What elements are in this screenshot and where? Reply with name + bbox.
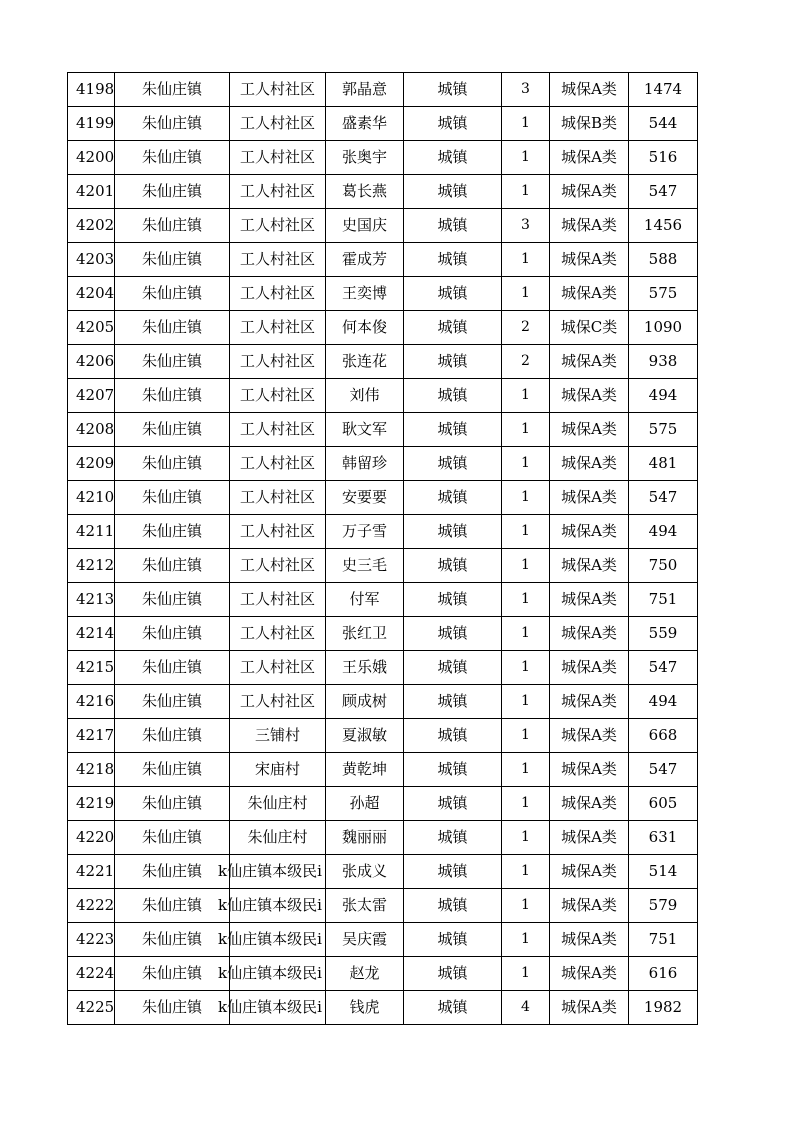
cell-insurance-category: 城保A类 [550,447,629,481]
cell-person-name: 万子雪 [326,515,404,549]
table-row [68,923,698,957]
cell-household-type: 城镇 [404,277,502,311]
cell-household-type: 城镇 [404,175,502,209]
cell-community [230,447,326,481]
cell-household-type: 城镇 [404,583,502,617]
cell-household-type: 城镇 [404,855,502,889]
cell-community [230,787,326,821]
table-row [68,447,698,481]
cell-person-name: 魏丽丽 [326,821,404,855]
cell-community-text: 工人村社区 [239,80,315,98]
cell-amount: 1090 [629,311,698,345]
table-row [68,515,698,549]
cell-record-id: 4203 [68,243,115,277]
cell-household-type: 城镇 [404,991,502,1025]
cell-family-size: 2 [502,311,550,345]
table-row [68,991,698,1025]
cell-family-size: 1 [502,957,550,991]
cell-household-type: 城镇 [404,957,502,991]
cell-insurance-category: 城保B类 [550,107,629,141]
cell-person-name: 钱虎 [326,991,404,1025]
cell-community [230,549,326,583]
cell-town: 朱仙庄镇 [115,583,230,617]
cell-community [230,345,326,379]
cell-insurance-category: 城保A类 [550,73,629,107]
cell-community [230,617,326,651]
cell-town: 朱仙庄镇 [115,141,230,175]
cell-town: 朱仙庄镇 [115,719,230,753]
cell-family-size: 1 [502,549,550,583]
relief-roster-table [67,72,698,1025]
cell-family-size: 1 [502,107,550,141]
cell-person-name: 王乐娥 [326,651,404,685]
cell-household-type: 城镇 [404,447,502,481]
cell-household-type: 城镇 [404,73,502,107]
cell-insurance-category: 城保A类 [550,821,629,855]
cell-town: 朱仙庄镇 [115,413,230,447]
table-row [68,277,698,311]
cell-record-id: 4217 [68,719,115,753]
cell-community [230,821,326,855]
cell-person-name: 韩留珍 [326,447,404,481]
cell-amount: 547 [629,481,698,515]
cell-town: 朱仙庄镇 [115,515,230,549]
cell-amount: 751 [629,583,698,617]
cell-community-text: 三铺村 [254,726,300,744]
cell-family-size: 1 [502,413,550,447]
cell-community-text: 工人村社区 [239,284,315,302]
cell-household-type: 城镇 [404,617,502,651]
cell-insurance-category: 城保A类 [550,481,629,515]
cell-household-type: 城镇 [404,209,502,243]
cell-community [230,719,326,753]
cell-household-type: 城镇 [404,141,502,175]
cell-town: 朱仙庄镇 [115,107,230,141]
cell-community-text: 工人村社区 [239,420,315,438]
cell-community-text: 工人村社区 [239,148,315,166]
cell-insurance-category: 城保A类 [550,175,629,209]
cell-community [230,481,326,515]
cell-record-id: 4212 [68,549,115,583]
cell-community-text: k仙庄镇本级民i [218,998,322,1016]
cell-community [230,311,326,345]
table-row [68,141,698,175]
cell-community-text: 工人村社区 [239,488,315,506]
cell-household-type: 城镇 [404,107,502,141]
cell-record-id: 4200 [68,141,115,175]
cell-community-text: 工人村社区 [239,114,315,132]
cell-record-id: 4224 [68,957,115,991]
cell-amount: 544 [629,107,698,141]
cell-community [218,991,326,1025]
cell-community-text: 工人村社区 [239,352,315,370]
cell-record-id: 4205 [68,311,115,345]
cell-community [230,277,326,311]
cell-town: 朱仙庄镇 [115,175,230,209]
cell-town: 朱仙庄镇 [115,209,230,243]
cell-family-size: 1 [502,821,550,855]
cell-town: 朱仙庄镇 [115,957,230,991]
cell-amount: 575 [629,277,698,311]
cell-person-name: 霍成芳 [326,243,404,277]
cell-town: 朱仙庄镇 [115,73,230,107]
cell-town: 朱仙庄镇 [115,821,230,855]
cell-household-type: 城镇 [404,243,502,277]
cell-insurance-category: 城保A类 [550,753,629,787]
cell-community-text: 工人村社区 [239,182,315,200]
cell-amount: 481 [629,447,698,481]
cell-household-type: 城镇 [404,651,502,685]
cell-amount: 616 [629,957,698,991]
cell-insurance-category: 城保A类 [550,889,629,923]
cell-town: 朱仙庄镇 [115,889,230,923]
table-row [68,957,698,991]
cell-community-text: 工人村社区 [239,624,315,642]
cell-amount: 514 [629,855,698,889]
cell-amount: 938 [629,345,698,379]
cell-community-text: 工人村社区 [239,318,315,336]
cell-town: 朱仙庄镇 [115,549,230,583]
cell-insurance-category: 城保A类 [550,141,629,175]
table-row [68,855,698,889]
cell-amount: 547 [629,651,698,685]
cell-insurance-category: 城保A类 [550,617,629,651]
cell-record-id: 4222 [68,889,115,923]
cell-town: 朱仙庄镇 [115,345,230,379]
cell-community [230,209,326,243]
cell-record-id: 4206 [68,345,115,379]
cell-insurance-category: 城保A类 [550,515,629,549]
cell-insurance-category: 城保A类 [550,685,629,719]
cell-record-id: 4214 [68,617,115,651]
cell-person-name: 黄乾坤 [326,753,404,787]
cell-person-name: 郭晶意 [326,73,404,107]
cell-town: 朱仙庄镇 [115,447,230,481]
cell-record-id: 4210 [68,481,115,515]
cell-record-id: 4211 [68,515,115,549]
cell-family-size: 3 [502,73,550,107]
cell-household-type: 城镇 [404,787,502,821]
cell-insurance-category: 城保A类 [550,583,629,617]
cell-amount: 1982 [629,991,698,1025]
cell-amount: 494 [629,685,698,719]
cell-family-size: 1 [502,277,550,311]
cell-record-id: 4215 [68,651,115,685]
cell-family-size: 1 [502,175,550,209]
table-row [68,243,698,277]
cell-community [230,107,326,141]
cell-community [230,73,326,107]
table-row [68,685,698,719]
cell-record-id: 4221 [68,855,115,889]
cell-record-id: 4202 [68,209,115,243]
cell-town: 朱仙庄镇 [115,923,230,957]
cell-family-size: 1 [502,923,550,957]
cell-person-name: 葛长燕 [326,175,404,209]
cell-household-type: 城镇 [404,311,502,345]
cell-record-id: 4225 [68,991,115,1025]
cell-person-name: 付军 [326,583,404,617]
table-row [68,821,698,855]
table-row [68,583,698,617]
cell-family-size: 1 [502,141,550,175]
table-row [68,73,698,107]
cell-amount: 559 [629,617,698,651]
cell-community [230,753,326,787]
cell-amount: 579 [629,889,698,923]
cell-family-size: 1 [502,379,550,413]
cell-household-type: 城镇 [404,549,502,583]
cell-insurance-category: 城保A类 [550,549,629,583]
cell-insurance-category: 城保A类 [550,719,629,753]
cell-person-name: 赵龙 [326,957,404,991]
cell-family-size: 1 [502,243,550,277]
table-row [68,651,698,685]
cell-insurance-category: 城保A类 [550,379,629,413]
cell-household-type: 城镇 [404,685,502,719]
cell-town: 朱仙庄镇 [115,311,230,345]
cell-person-name: 张红卫 [326,617,404,651]
cell-amount: 750 [629,549,698,583]
cell-household-type: 城镇 [404,515,502,549]
cell-person-name: 夏淑敏 [326,719,404,753]
cell-community-text: 工人村社区 [239,522,315,540]
cell-person-name: 刘伟 [326,379,404,413]
cell-household-type: 城镇 [404,413,502,447]
cell-record-id: 4216 [68,685,115,719]
cell-family-size: 4 [502,991,550,1025]
cell-amount: 547 [629,753,698,787]
cell-person-name: 孙超 [326,787,404,821]
cell-insurance-category: 城保A类 [550,991,629,1025]
table-row [68,549,698,583]
cell-community-text: 工人村社区 [239,590,315,608]
cell-person-name: 张太雷 [326,889,404,923]
cell-person-name: 盛素华 [326,107,404,141]
cell-community [218,923,326,957]
cell-town: 朱仙庄镇 [115,651,230,685]
cell-person-name: 耿文军 [326,413,404,447]
cell-person-name: 史国庆 [326,209,404,243]
cell-community [230,515,326,549]
cell-household-type: 城镇 [404,345,502,379]
cell-family-size: 1 [502,753,550,787]
cell-record-id: 4198 [68,73,115,107]
cell-household-type: 城镇 [404,379,502,413]
cell-town: 朱仙庄镇 [115,617,230,651]
cell-household-type: 城镇 [404,719,502,753]
cell-family-size: 2 [502,345,550,379]
cell-community [230,651,326,685]
cell-family-size: 1 [502,447,550,481]
cell-community [230,413,326,447]
cell-insurance-category: 城保A类 [550,413,629,447]
cell-insurance-category: 城保A类 [550,787,629,821]
cell-town: 朱仙庄镇 [115,685,230,719]
table-row [68,719,698,753]
cell-person-name: 张连花 [326,345,404,379]
cell-community [230,141,326,175]
cell-family-size: 1 [502,515,550,549]
table-row [68,379,698,413]
cell-record-id: 4220 [68,821,115,855]
cell-community [218,855,326,889]
cell-insurance-category: 城保C类 [550,311,629,345]
cell-amount: 605 [629,787,698,821]
cell-family-size: 1 [502,617,550,651]
cell-insurance-category: 城保A类 [550,651,629,685]
cell-town: 朱仙庄镇 [115,243,230,277]
cell-insurance-category: 城保A类 [550,209,629,243]
table-row [68,107,698,141]
cell-person-name: 张成义 [326,855,404,889]
cell-record-id: 4207 [68,379,115,413]
cell-person-name: 吴庆霞 [326,923,404,957]
cell-town: 朱仙庄镇 [115,379,230,413]
cell-family-size: 1 [502,855,550,889]
cell-record-id: 4208 [68,413,115,447]
cell-community [218,957,326,991]
cell-community [230,243,326,277]
cell-community-text: 工人村社区 [239,216,315,234]
cell-town: 朱仙庄镇 [115,277,230,311]
cell-record-id: 4204 [68,277,115,311]
cell-household-type: 城镇 [404,481,502,515]
cell-community-text: k仙庄镇本级民i [218,862,322,880]
cell-family-size: 1 [502,685,550,719]
table-row [68,209,698,243]
cell-record-id: 4218 [68,753,115,787]
cell-town: 朱仙庄镇 [115,481,230,515]
cell-community [230,175,326,209]
cell-person-name: 安要要 [326,481,404,515]
cell-amount: 1474 [629,73,698,107]
cell-community-text: 工人村社区 [239,386,315,404]
cell-family-size: 1 [502,889,550,923]
cell-community [230,583,326,617]
cell-town: 朱仙庄镇 [115,991,230,1025]
cell-household-type: 城镇 [404,821,502,855]
cell-community-text: 工人村社区 [239,658,315,676]
cell-community [230,685,326,719]
cell-insurance-category: 城保A类 [550,277,629,311]
cell-record-id: 4213 [68,583,115,617]
cell-community [230,379,326,413]
cell-amount: 516 [629,141,698,175]
cell-household-type: 城镇 [404,923,502,957]
cell-amount: 1456 [629,209,698,243]
cell-community-text: 宋庙村 [254,760,300,778]
cell-insurance-category: 城保A类 [550,345,629,379]
cell-amount: 494 [629,379,698,413]
cell-community-text: k仙庄镇本级民i [218,896,322,914]
cell-record-id: 4219 [68,787,115,821]
cell-community-text: 工人村社区 [239,692,315,710]
cell-person-name: 何本俊 [326,311,404,345]
cell-town: 朱仙庄镇 [115,787,230,821]
cell-person-name: 张奥宇 [326,141,404,175]
cell-person-name: 王奕博 [326,277,404,311]
cell-community-text: k仙庄镇本级民i [218,930,322,948]
table-row [68,889,698,923]
cell-family-size: 1 [502,719,550,753]
cell-family-size: 1 [502,583,550,617]
cell-amount: 547 [629,175,698,209]
cell-insurance-category: 城保A类 [550,923,629,957]
cell-household-type: 城镇 [404,753,502,787]
cell-community-text: k仙庄镇本级民i [218,964,322,982]
table-row [68,311,698,345]
table-row [68,413,698,447]
cell-insurance-category: 城保A类 [550,957,629,991]
cell-person-name: 史三毛 [326,549,404,583]
cell-person-name: 顾成树 [326,685,404,719]
cell-record-id: 4223 [68,923,115,957]
cell-amount: 751 [629,923,698,957]
cell-amount: 575 [629,413,698,447]
cell-insurance-category: 城保A类 [550,855,629,889]
cell-amount: 494 [629,515,698,549]
cell-family-size: 1 [502,651,550,685]
table-row [68,175,698,209]
cell-community-text: 朱仙庄村 [247,828,308,846]
cell-community [218,889,326,923]
cell-family-size: 1 [502,787,550,821]
table-row [68,617,698,651]
cell-family-size: 3 [502,209,550,243]
table-row [68,345,698,379]
cell-record-id: 4209 [68,447,115,481]
cell-amount: 668 [629,719,698,753]
table-row [68,787,698,821]
cell-record-id: 4201 [68,175,115,209]
cell-record-id: 4199 [68,107,115,141]
cell-town: 朱仙庄镇 [115,753,230,787]
cell-community-text: 工人村社区 [239,454,315,472]
cell-community-text: 工人村社区 [239,250,315,268]
cell-household-type: 城镇 [404,889,502,923]
table-row [68,753,698,787]
cell-insurance-category: 城保A类 [550,243,629,277]
cell-family-size: 1 [502,481,550,515]
cell-amount: 631 [629,821,698,855]
table-row [68,481,698,515]
cell-community-text: 工人村社区 [239,556,315,574]
cell-town: 朱仙庄镇 [115,855,230,889]
cell-amount: 588 [629,243,698,277]
cell-community-text: 朱仙庄村 [247,794,308,812]
